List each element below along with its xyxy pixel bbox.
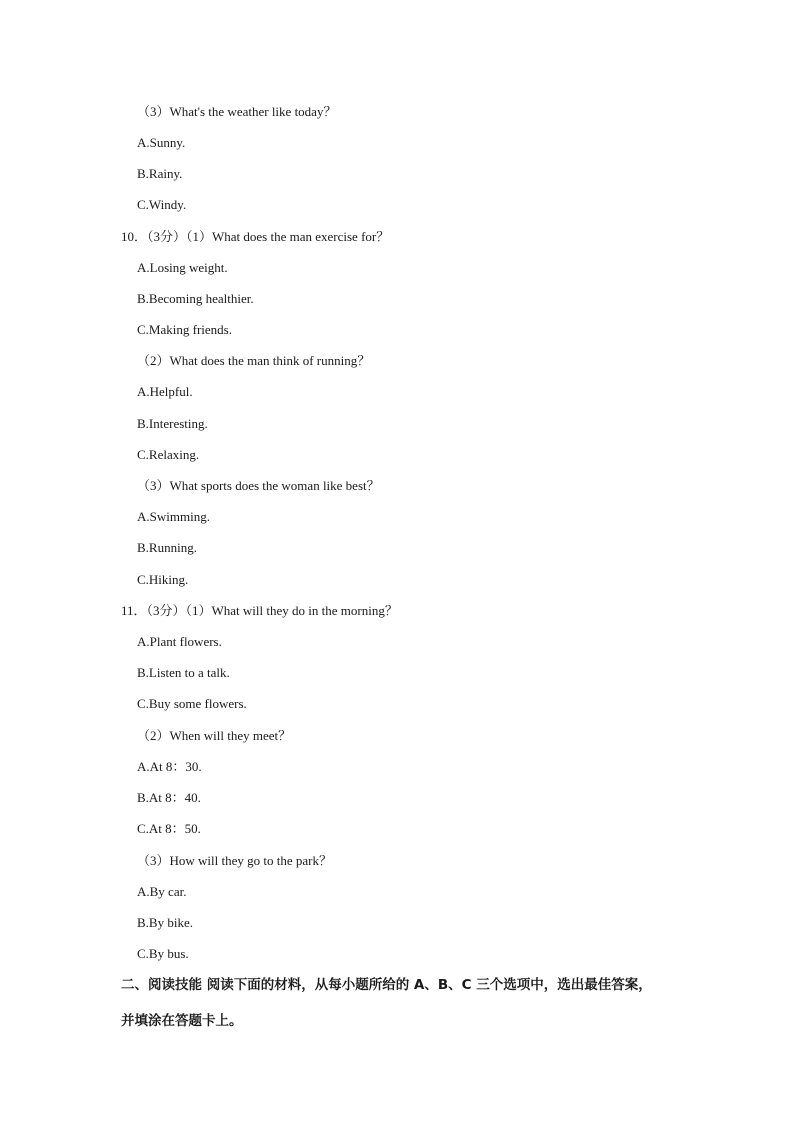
q10-sub1-option-c: C.Making friends. — [137, 322, 232, 337]
q10-sub2-option-c: C.Relaxing. — [137, 447, 200, 462]
q9-sub3-option-a: A.Sunny. — [137, 135, 186, 150]
q11-sub3-option-c: C.By bus. — [137, 946, 189, 961]
q10-sub3-option-a: A.Swimming. — [137, 509, 210, 524]
q11-sub2-option-c: C.At 8：50. — [137, 821, 201, 836]
q11-sub1-option-a: A.Plant flowers. — [137, 634, 222, 649]
q11-sub1-option-b: B.Listen to a talk. — [137, 665, 230, 680]
q10-sub3-option-c: C.Hiking. — [137, 572, 189, 587]
q11-sub3-stem: （3）How will they go to the park？ — [137, 853, 332, 868]
q11-header: 11．（3分）（1）What will they do in the morning？ — [121, 603, 398, 618]
q10-sub1-option-a: A.Losing weight. — [137, 260, 228, 275]
q11-sub2-option-b: B.At 8：40. — [137, 790, 201, 805]
section2-heading-line2: 并填涂在答题卡上。 — [121, 1013, 243, 1029]
q10-sub3-option-b: B.Running. — [137, 540, 197, 555]
q9-sub3-option-b: B.Rainy. — [137, 166, 183, 181]
q10-header: 10．（3分）（1）What does the man exercise for？ — [121, 229, 390, 244]
q10-sub2-stem: （2）What does the man think of running？ — [137, 353, 371, 368]
q11-sub2-stem: （2）When will they meet？ — [137, 728, 292, 743]
q9-sub3-stem: （3）What's the weather like today？ — [137, 104, 337, 119]
q11-sub3-option-a: A.By car. — [137, 884, 187, 899]
q10-sub3-stem: （3）What sports does the woman like best？ — [137, 478, 380, 493]
q10-sub1-option-b: B.Becoming healthier. — [137, 291, 254, 306]
q10-sub2-option-b: B.Interesting. — [137, 416, 208, 431]
q10-sub2-option-a: A.Helpful. — [137, 384, 193, 399]
q11-sub3-option-b: B.By bike. — [137, 915, 193, 930]
section2-heading-line1: 二、阅读技能 阅读下面的材料，从每小题所给的 A、B、C 三个选项中，选出最佳答案， — [121, 977, 652, 993]
q11-sub1-option-c: C.Buy some flowers. — [137, 696, 247, 711]
q11-sub2-option-a: A.At 8：30. — [137, 759, 202, 774]
q9-sub3-option-c: C.Windy. — [137, 197, 187, 212]
